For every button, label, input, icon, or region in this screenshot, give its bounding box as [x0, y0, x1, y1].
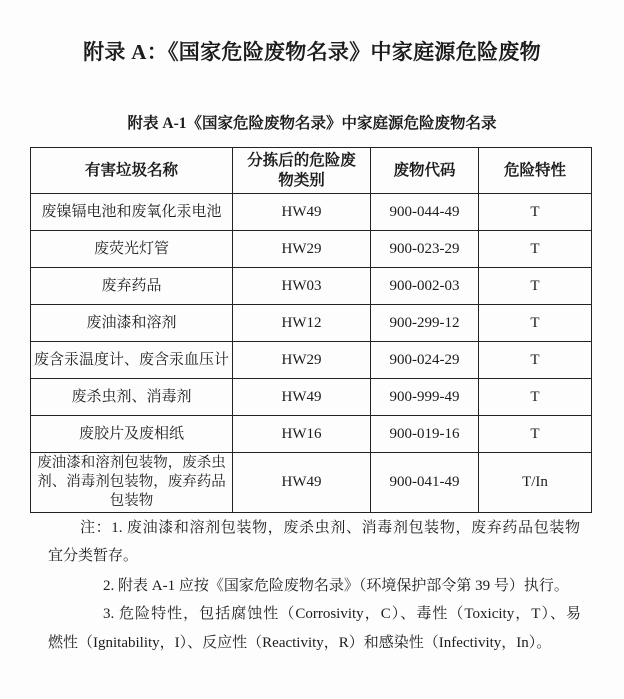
table-header-row — [31, 148, 592, 194]
cell-hazard-property: T — [479, 268, 592, 305]
table-row — [31, 342, 592, 379]
table-row — [31, 305, 592, 342]
cell-category: HW12 — [233, 305, 371, 342]
cell-waste-name-text: 废油漆和溶剂包装物，废杀虫剂、消毒剂包装物，废弃药品包装物 — [37, 455, 226, 509]
cell-category: HW29 — [233, 342, 371, 379]
table-row — [31, 379, 592, 416]
cell-category: HW29 — [233, 231, 371, 268]
cell-category: HW03 — [233, 268, 371, 305]
cell-waste-name: 废镍镉电池和废氧化汞电池 — [31, 194, 233, 231]
table-row — [31, 416, 592, 453]
cell-hazard-property: T — [479, 379, 592, 416]
table-caption: 附表 A-1《国家危险废物名录》中家庭源危险废物名录 — [127, 115, 497, 132]
table-row — [31, 453, 592, 513]
table-row — [31, 268, 592, 305]
header-hazard-property: 危险特性 — [479, 148, 592, 194]
cell-category: HW16 — [233, 416, 371, 453]
cell-waste-name: 废含汞温度计、废含汞血压计 — [31, 342, 233, 379]
page-title: 附录 A：《国家危险废物名录》中家庭源危险废物 — [83, 40, 541, 64]
cell-waste-code: 900-019-16 — [371, 416, 479, 453]
cell-waste-name: 废胶片及废相纸 — [31, 416, 233, 453]
note-3-line-2: 燃性（Ignitability，I）、反应性（Reactivity，R）和感染性（Infectivity，In）。 — [48, 635, 552, 651]
cell-waste-code: 900-024-29 — [371, 342, 479, 379]
cell-waste-code: 900-002-03 — [371, 268, 479, 305]
note-1-line-1: 注：1. 废油漆和溶剂包装物，废杀虫剂、消毒剂包装物，废弃药品包装物 — [80, 520, 580, 536]
cell-hazard-property: T — [479, 231, 592, 268]
cell-hazard-property: T/In — [479, 453, 592, 513]
header-category — [233, 148, 371, 194]
cell-waste-code: 900-999-49 — [371, 379, 479, 416]
cell-waste-name: 废弃药品 — [31, 268, 233, 305]
cell-waste-name: 废荧光灯管 — [31, 231, 233, 268]
cell-waste-code: 900-299-12 — [371, 305, 479, 342]
cell-waste-code: 900-041-49 — [371, 453, 479, 513]
cell-waste-name: 废油漆和溶剂 — [31, 305, 233, 342]
cell-category: HW49 — [233, 453, 371, 513]
header-category-label: 分拣后的危险废物类别 — [247, 151, 356, 189]
cell-hazard-property: T — [479, 416, 592, 453]
cell-hazard-property: T — [479, 305, 592, 342]
note-1-line-2: 宜分类暂存。 — [48, 548, 139, 564]
cell-category: HW49 — [233, 194, 371, 231]
cell-waste-name: 废杀虫剂、消毒剂 — [31, 379, 233, 416]
cell-hazard-property: T — [479, 342, 592, 379]
header-waste-code: 废物代码 — [371, 148, 479, 194]
cell-hazard-property: T — [479, 194, 592, 231]
cell-waste-code: 900-044-49 — [371, 194, 479, 231]
cell-waste-code: 900-023-29 — [371, 231, 479, 268]
cell-category: HW49 — [233, 379, 371, 416]
note-2: 2. 附表 A-1 应按《国家危险废物名录》（环境保护部令第 39 号）执行。 — [103, 578, 569, 594]
table-row — [31, 231, 592, 268]
cell-waste-name — [31, 453, 233, 513]
table-row — [31, 194, 592, 231]
hazardous-waste-table — [30, 147, 592, 513]
note-3-line-1: 3. 危险特性，包括腐蚀性（Corrosivity，C）、毒性（Toxicity，T）、易 — [103, 606, 581, 622]
header-waste-name: 有害垃圾名称 — [31, 148, 233, 194]
